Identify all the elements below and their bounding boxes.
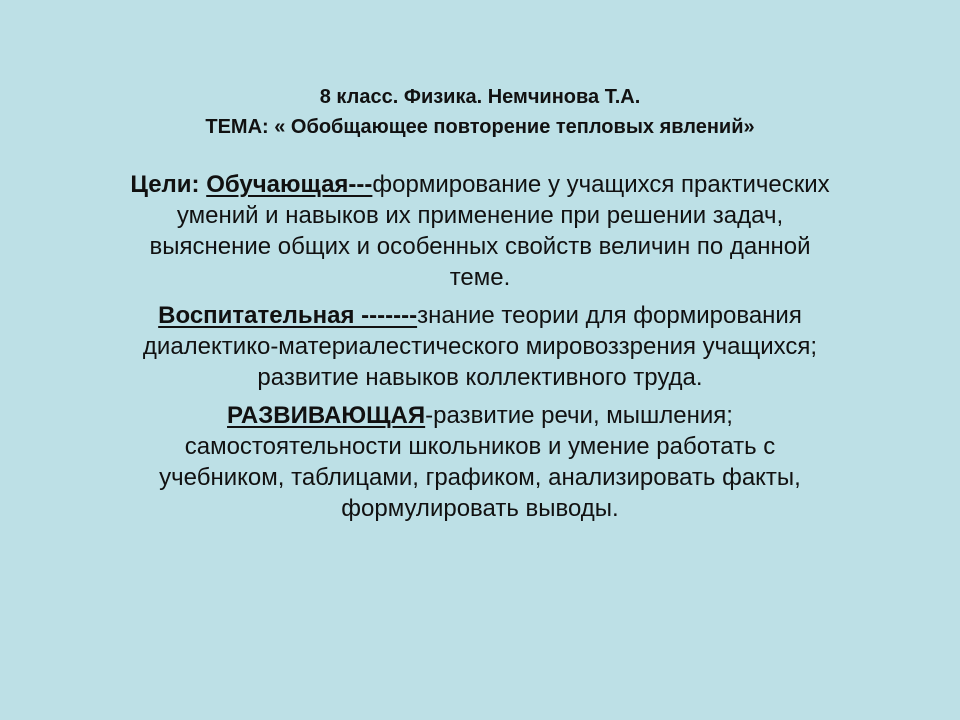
- title-line-topic: ТЕМА: « Обобщающее повторение тепловых явлений»: [205, 116, 755, 138]
- title-line-class-subject-author: 8 класс. Физика. Немчинова Т.А.: [319, 86, 641, 108]
- developing-goal-text: -развитие речи, мышления; самостоятельности школьников и умение работать с учебником, таблицами, графиком, анализировать факты, формулировать выводы.: [159, 402, 801, 522]
- developing-goal-label: РАЗВИВАЮЩАЯ: [227, 402, 426, 429]
- teaching-goal-label: Обучающая---: [206, 171, 373, 198]
- goals-label: Цели:: [130, 171, 207, 198]
- goal-educational-paragraph: [130, 300, 830, 393]
- goal-developing-paragraph: [130, 400, 830, 524]
- teaching-goal-text: формирование у учащихся практических умений и навыков их применение при решении задач, выяснение общих и особенных свойств величин по данной теме.: [149, 171, 830, 291]
- educational-goal-label: Воспитательная -------: [158, 302, 418, 329]
- educational-goal-text: знание теории для формирования диалектико-материалестического мировоззрения учащихся; развитие навыков коллективного труда.: [142, 302, 818, 391]
- goal-teaching-paragraph: [130, 169, 830, 293]
- slide-title: [0, 82, 960, 142]
- goals-section: [130, 169, 830, 531]
